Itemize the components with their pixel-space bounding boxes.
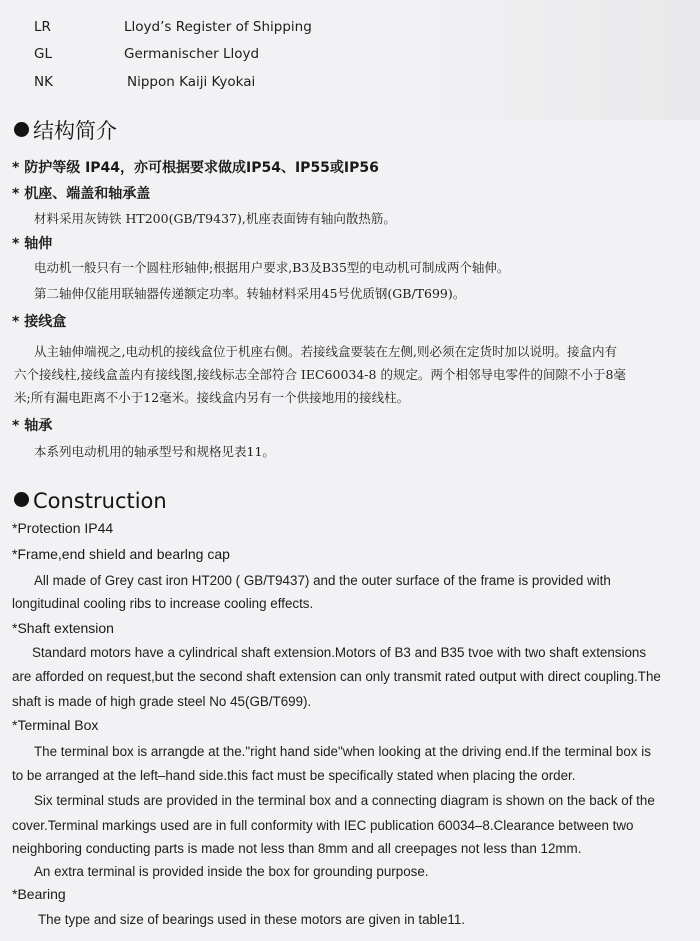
en-frame-text-1: All made of Grey cast iron HT200 ( GB/T9437) and the outer surface of the frame is provided with [34, 573, 611, 588]
en-terminal-text-2: to be arranged at the left–hand side.this fact must be specifically stated when placing the order. [12, 768, 576, 783]
heading-text: 结构简介 [33, 119, 117, 143]
en-shaft-text-1: Standard motors have a cylindrical shaft extension.Motors of B3 and B35 tvoe with two shaft extensions [32, 645, 647, 660]
section-heading-cn [14, 117, 117, 145]
bleed-through-shadow [400, 0, 700, 120]
cn-bearing-text: 本系列电动机用的轴承型号和规格见表11。 [34, 444, 275, 459]
en-protection-item: *Protection IP44 [12, 520, 114, 536]
section-heading-en [14, 487, 167, 515]
en-terminal-text-6: An extra terminal is provided inside the box for grounding purpose. [34, 864, 429, 879]
abbreviation-code: LR [34, 19, 51, 35]
cn-shaft-text-2: 第二轴伸仅能用联轴器传递额定功率。转轴材料采用45号优质钢(GB/T699)。 [34, 286, 466, 301]
cn-frame-title: * 机座、端盖和轴承盖 [12, 186, 151, 202]
en-bearing-text: The type and size of bearings used in these motors are given in table11. [38, 912, 466, 927]
en-terminal-text-4: cover.Terminal markings used are in full conformity with IEC publication 60034–8.Clearance between two [12, 818, 634, 833]
cn-terminal-text-3: 米;所有漏电距离不小于12毫米。接线盒内另有一个供接地用的接线柱。 [14, 390, 410, 405]
cn-shaft-title: * 轴伸 [12, 236, 53, 252]
en-terminal-text-5: neighboring conducting parts is made not less than 8mm and all creepages not less than 12mm. [12, 841, 582, 856]
abbreviation-code: NK [34, 74, 53, 90]
abbreviation-name: Germanischer Lloyd [124, 46, 260, 62]
cn-terminal-text-2: 六个接线柱,接线盒盖内有接线图,接线标志全部符合 IEC60034-8 的规定。两个相邻导电零件的间隙不小于8毫 [14, 367, 626, 382]
abbreviation-code: GL [34, 46, 52, 62]
en-shaft-text-3: shaft is made of high grade steel No 45(GB/T699). [12, 694, 312, 709]
en-terminal-title: *Terminal Box [12, 717, 99, 733]
cn-protection-item: * 防护等级 IP44，亦可根据要求做成IP54、IP55或IP56 [12, 160, 379, 176]
en-terminal-text-3: Six terminal studs are provided in the terminal box and a connecting diagram is shown on the back of the [34, 793, 655, 808]
cn-terminal-text-1: 从主轴伸端视之,电动机的接线盒位于机座右侧。若接线盒要装在左侧,则必须在定货时加以说明。接盒内有 [34, 344, 617, 359]
en-frame-text-2: longitudinal cooling ribs to increase cooling effects. [12, 596, 314, 611]
bullet-dot-icon [14, 492, 29, 507]
cn-shaft-text-1: 电动机一般只有一个圆柱形轴伸;根据用户要求,B3及B35型的电动机可制成两个轴伸。 [34, 260, 510, 275]
abbreviation-name: Lloyd’s Register of Shipping [124, 19, 312, 35]
abbreviation-name: Nippon Kaiji Kyokai [127, 74, 256, 90]
en-terminal-text-1: The terminal box is arrangde at the."right hand side"when looking at the driving end.If the terminal box is [34, 744, 651, 759]
en-shaft-text-2: are afforded on request,but the second shaft extension can only transmit rated output with direct coupling.The [12, 669, 661, 684]
cn-terminal-title: * 接线盒 [12, 314, 67, 330]
bullet-dot-icon [14, 122, 29, 137]
cn-bearing-title: * 轴承 [12, 418, 53, 434]
heading-text: Construction [33, 489, 167, 513]
en-frame-title: *Frame,end shield and bearlng cap [12, 546, 230, 562]
en-bearing-title: *Bearing [12, 886, 66, 902]
en-shaft-title: *Shaft extension [12, 620, 114, 636]
cn-frame-text: 材料采用灰铸铁 HT200(GB/T9437),机座表面铸有轴向散热筋。 [34, 211, 396, 226]
